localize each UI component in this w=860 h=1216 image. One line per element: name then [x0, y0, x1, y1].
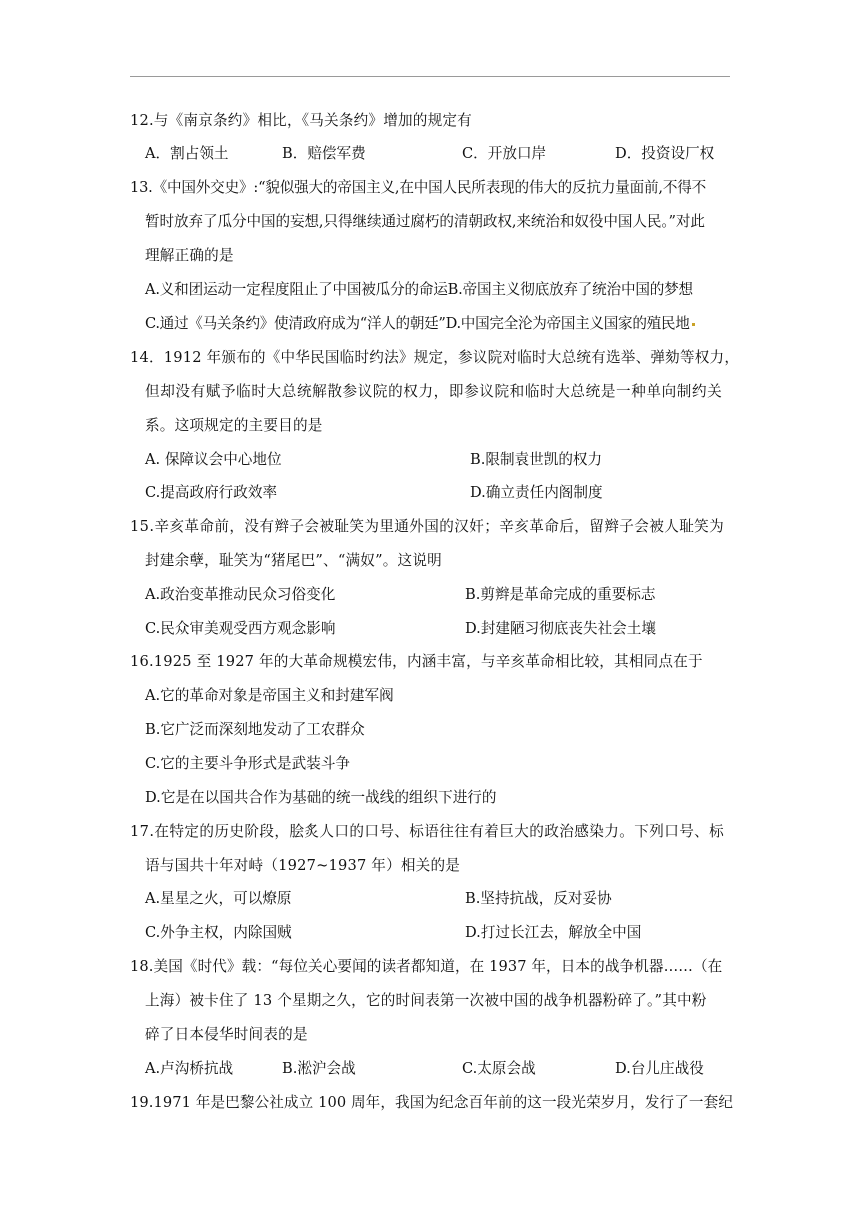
question-17-option-d: D.打过长江去，解放全中国: [465, 924, 642, 941]
question-13-line-3: 理解正确的是: [145, 247, 234, 264]
question-16-option-b: B.它广泛而深刻地发动了工农群众: [145, 721, 365, 738]
question-16-option-a: A.它的革命对象是帝国主义和封建军阀: [145, 687, 394, 704]
question-14-option-b: B.限制袁世凯的权力: [470, 451, 603, 468]
question-13-option-cd-text: C.通过《马关条约》使清政府成为“洋人的朝廷”D.中国完全沦为帝国主义国家的殖民地: [145, 315, 690, 332]
question-13-option-cd: [145, 314, 695, 334]
question-17-line-1: 17.在特定的历史阶段，脍炙人口的口号、标语往往有着巨大的政治感染力。下列口号、标: [130, 823, 725, 840]
question-15-option-b: B.剪辫是革命完成的重要标志: [465, 586, 656, 603]
question-17-option-b: B.坚持抗战，反对妥协: [465, 890, 612, 907]
question-13-option-ab: A.义和团运动一定程度阻止了中国被瓜分的命运B.帝国主义彻底放弃了统治中国的梦想: [145, 281, 693, 298]
question-14-option-d: D.确立责任内阁制度: [470, 484, 603, 501]
question-18-line-1: 18.美国《时代》载：“每位关心要闻的读者都知道，在 1937 年，日本的战争机器……（在: [130, 958, 723, 975]
question-12-option-d: D．投资设厂权: [615, 145, 715, 162]
question-14-line-1: 14．1912 年颁布的《中华民国临时约法》规定，参议院对临时大总统有选举、弹劾等权力，: [130, 349, 740, 366]
question-15-option-c: C.民众审美观受西方观念影响: [145, 620, 336, 637]
question-13-line-2: 暂时放弃了瓜分中国的妄想,只得继续通过腐朽的清朝政权,来统治和奴役中国人民。”对此: [145, 213, 705, 230]
question-12-option-b: B．赔偿军费: [282, 145, 366, 162]
question-18-option-b: B.淞沪会战: [282, 1060, 356, 1077]
question-19-line-1: 19.1971 年是巴黎公社成立 100 周年，我国为纪念百年前的这一段光荣岁月，发行了一套纪: [130, 1094, 734, 1111]
question-14-option-c: C.提高政府行政效率: [145, 484, 278, 501]
header-rule: [130, 76, 730, 77]
question-14-line-2: 但却没有赋予临时大总统解散参议院的权力，即参议院和临时大总统是一种单向制约关: [145, 383, 723, 400]
anchor-mark-icon: [692, 323, 695, 326]
question-13-line-1: 13.《中国外交史》:“貌似强大的帝国主义,在中国人民所表现的伟大的反抗力量面前,不得不: [130, 179, 707, 196]
question-14-option-a: A. 保障议会中心地位: [145, 451, 282, 468]
question-15-line-1: 15.辛亥革命前，没有辫子会被耻笑为里通外国的汉奸；辛亥革命后，留辫子会被人耻笑为: [130, 518, 725, 535]
question-17-option-c: C.外争主权，内除国贼: [145, 924, 292, 941]
question-15-line-2: 封建余孽，耻笑为“猪尾巴”、“满奴”。这说明: [145, 552, 442, 569]
question-16-stem: 16.1925 至 1927 年的大革命规模宏伟，内涵丰富，与辛亥革命相比较，其相同点在于: [130, 653, 703, 670]
question-12-option-c: C．开放口岸: [462, 145, 547, 162]
question-17-line-2: 语与国共十年对峙（1927~1937 年）相关的是: [145, 857, 461, 874]
question-16-option-c: C.它的主要斗争形式是武装斗争: [145, 755, 351, 772]
question-18-option-c: C.太原会战: [462, 1060, 536, 1077]
question-15-option-a: A.政治变革推动民众习俗变化: [145, 586, 336, 603]
question-17-option-a: A.星星之火，可以燎原: [145, 890, 292, 907]
question-18-option-d: D.台儿庄战役: [615, 1060, 704, 1077]
question-12-option-a: A．割占领土: [145, 145, 229, 162]
question-16-option-d: D.它是在以国共合作为基础的统一战线的组织下进行的: [145, 789, 497, 806]
question-12-stem: 12.与《南京条约》相比，《马关条约》增加的规定有: [130, 112, 472, 129]
question-18-option-a: A.卢沟桥抗战: [145, 1060, 234, 1077]
question-18-line-2: 上海）被卡住了 13 个星期之久，它的时间表第一次被中国的战争机器粉碎了。”其中粉: [145, 992, 707, 1009]
question-15-option-d: D.封建陋习彻底丧失社会土壤: [465, 620, 656, 637]
question-14-line-3: 系。这项规定的主要目的是: [145, 417, 323, 434]
question-18-line-3: 碎了日本侵华时间表的是: [145, 1026, 308, 1043]
